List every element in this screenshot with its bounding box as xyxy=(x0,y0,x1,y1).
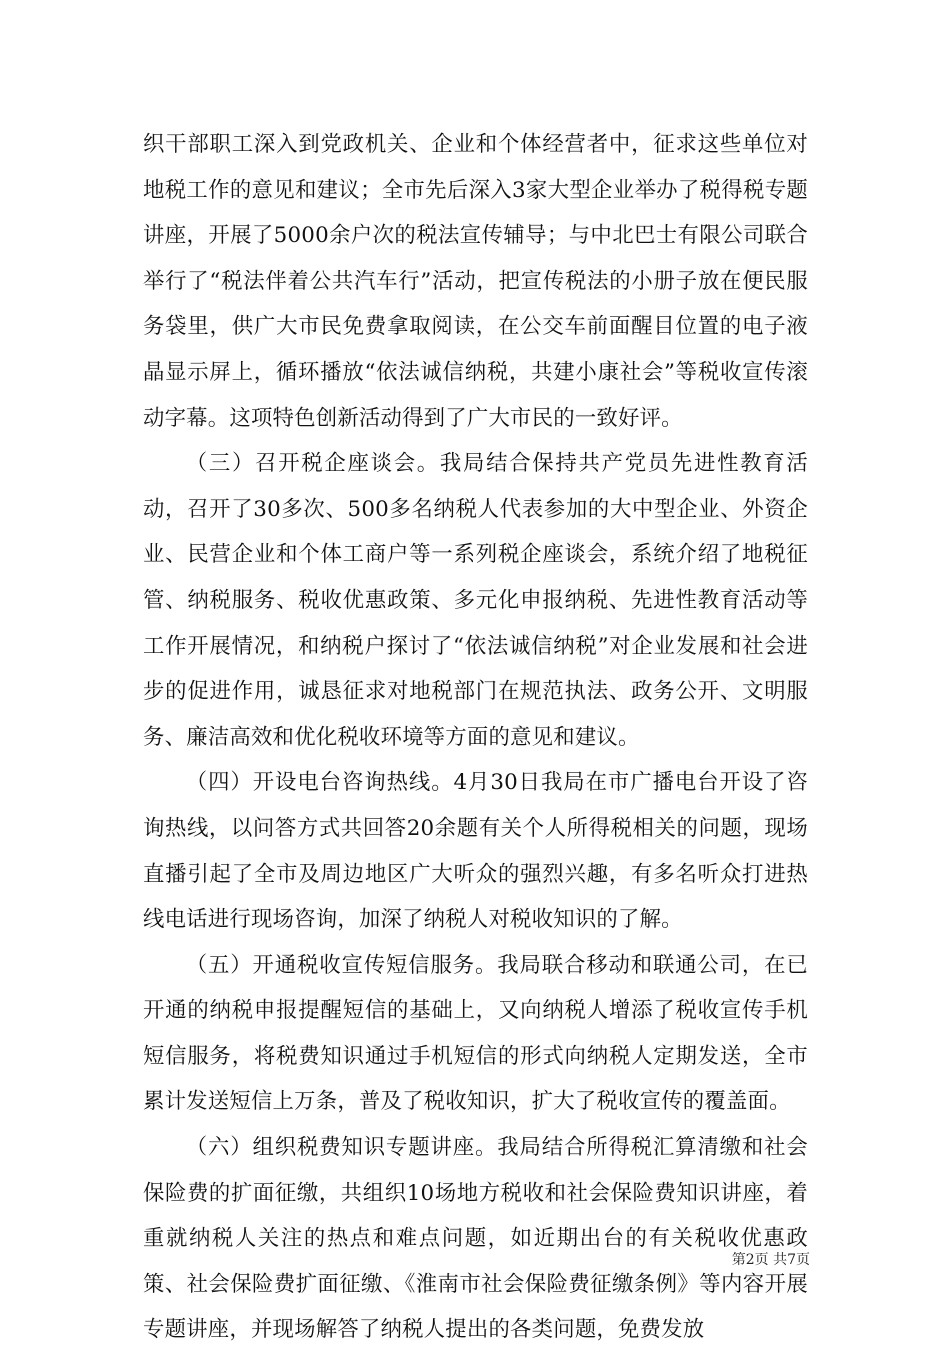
paragraph-2: （三）召开税企座谈会。我局结合保持共产党员先进性教育活动，召开了30多次、500多名纳税人代表参加的大中型企业、外资企业、民营企业和个体工商户等一系列税企座谈会，系统介绍了地税征管、纳税服务、税收优惠政策、多元化申报纳税、先进性教育活动等工作开展情况，和纳税户探讨了“依法诚信纳税”对企业发展和社会进步的促进作用，诚恳征求对地税部门在规范执法、政务公开、文明服务、廉洁高效和优化税收环境等方面的意见和建议。 xyxy=(143,451,808,750)
paragraph-3: （四）开设电台咨询热线。4月30日我局在市广播电台开设了咨询热线，以问答方式共回答20余题有关个人所得税相关的问题，现场直播引起了全市及周边地区广大听众的强烈兴趣，有多名听众打进热线电话进行现场咨询，加深了纳税人对税收知识的了解。 xyxy=(143,770,808,933)
paragraph-4: （五）开通税收宣传短信服务。我局联合移动和联通公司，在已开通的纳税申报提醒短信的基础上，又向纳税人增添了税收宣传手机短信服务，将税费知识通过手机短信的形式向纳税人定期发送，全市累计发送短信上万条，普及了税收知识，扩大了税收宣传的覆盖面。 xyxy=(143,952,808,1115)
page-number-footer: 第2页 共7页 xyxy=(731,1252,810,1268)
body-text xyxy=(143,122,808,1353)
paragraph-1: 织干部职工深入到党政机关、企业和个体经营者中，征求这些单位对地税工作的意见和建议；全市先后深入3家大型企业举办了税得税专题讲座，开展了5000余户次的税法宣传辅导；与中北巴士有限公司联合举行了“税法伴着公共汽车行”活动，把宣传税法的小册子放在便民服务袋里，供广大市民免费拿取阅读，在公交车前面醒目位置的电子液晶显示屏上，循环播放“依法诚信纳税，共建小康社会”等税收宣传滚动字幕。这项特色创新活动得到了广大市民的一致好评。 xyxy=(143,132,808,431)
paragraph-5: （六）组织税费知识专题讲座。我局结合所得税汇算清缴和社会保险费的扩面征缴，共组织10场地方税收和社会保险费知识讲座，着重就纳税人关注的热点和难点问题，如近期出台的有关税收优惠政策、社会保险费扩面征缴、《淮南市社会保险费征缴条例》等内容开展专题讲座，并现场解答了纳税人提出的各类问题，免费发放 xyxy=(143,1135,808,1343)
